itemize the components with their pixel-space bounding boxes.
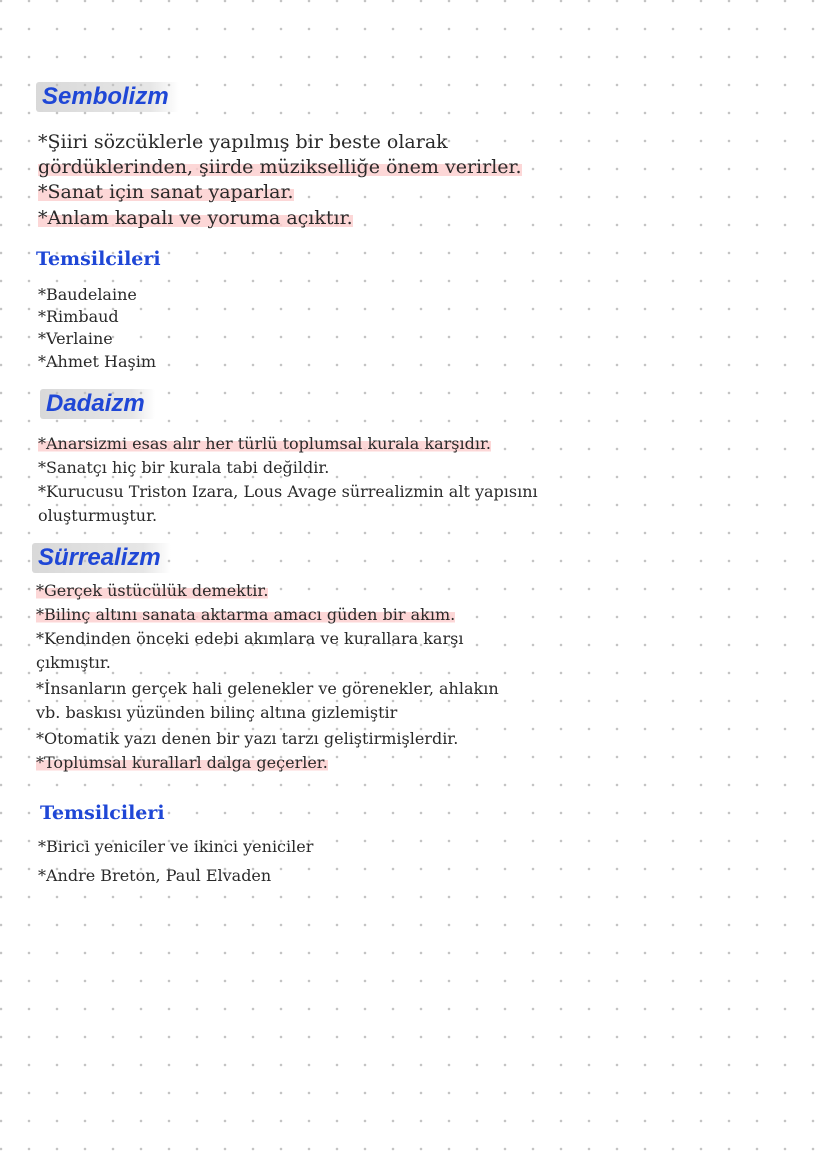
highlighted-text: *Sanat için sanat yaparlar. [38,181,294,203]
representative-item: *Rimbaud [38,307,119,326]
note-line: *Şiiri sözcüklerle yapılmış bir beste olarak [38,131,448,153]
representative-item: *Andre Breton, Paul Elvaden [38,866,272,885]
note-line [36,580,268,602]
note-line: *Kendinden önceki edebi akımlara ve kurallara karşı [36,629,464,648]
note-line: *İnsanların gerçek hali gelenekler ve görenekler, ahlakın [36,679,499,698]
note-line: *Kurucusu Triston Izara, Lous Avage sürrealizmin alt yapısını [38,482,538,501]
section-heading-dadaizm: Dadaizm [40,389,155,419]
section-heading-surrealizm: Sürrealizm [32,543,171,573]
highlighted-text: *Bilinç altını sanata aktarma amacı güden bir akım. [36,605,456,624]
section-heading-sembolizm: Sembolizm [36,82,179,112]
highlighted-text: *Anlam kapalı ve yoruma açıktır. [38,207,353,229]
representative-item: *Verlaine [38,329,113,348]
highlighted-text: *Toplumsal kurallarl dalga geçerler. [36,753,328,772]
note-line [38,206,353,230]
representatives-title: Temsilcileri [40,802,165,824]
highlighted-text: *Anarsizmi esas alır her türlü toplumsal kurala karşıdır. [38,434,491,453]
note-line: çıkmıştır. [36,653,111,672]
note-line [36,604,455,626]
note-line [36,752,328,774]
note-line: *Sanatçı hiç bir kurala tabi değildir. [38,458,330,477]
representatives-title: Temsilcileri [36,248,161,270]
note-line: oluşturmuştur. [38,506,158,525]
representative-item: *Birici yeniciler ve ikinci yeniciler [38,837,314,856]
note-line [38,433,491,455]
note-line: vb. baskısı yüzünden bilinç altına gizlemiştir [36,703,398,722]
note-line [38,155,522,179]
note-line [38,180,294,204]
representative-item: *Baudelaine [38,285,137,304]
highlighted-text: *Gerçek üstücülük demektir. [36,581,269,600]
representative-item: *Ahmet Haşim [38,352,157,371]
note-line: *Otomatik yazı denen bir yazı tarzı geliştirmişlerdir. [36,729,459,748]
highlighted-text: gördüklerinden, şiirde müzikselliğe önem verirler. [38,156,522,178]
